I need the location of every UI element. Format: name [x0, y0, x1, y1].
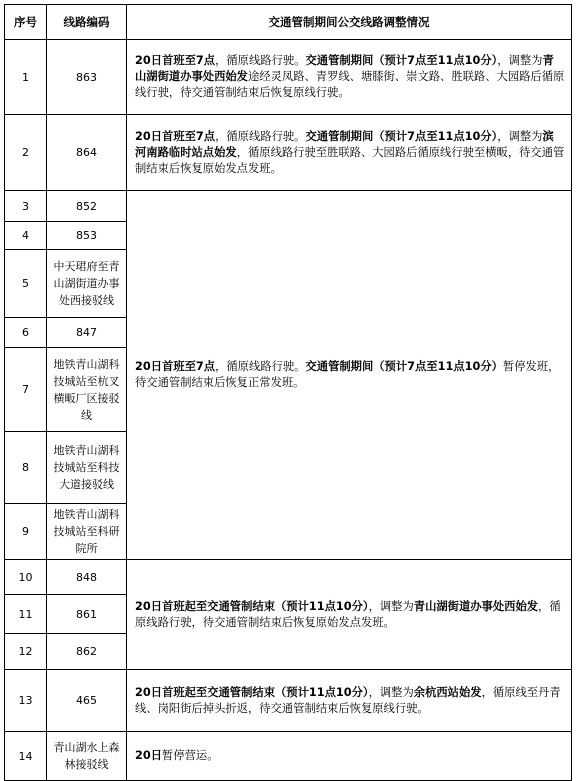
route-adjustment-table — [4, 4, 572, 781]
table-row — [5, 670, 572, 732]
row-index: 4 — [5, 222, 47, 250]
row-index: 14 — [5, 732, 47, 781]
row-route: 848 — [47, 560, 127, 595]
table-row — [5, 732, 572, 781]
row-index: 8 — [5, 432, 47, 504]
row-route: 地铁青山湖科技城站至杭叉横畈厂区接驳线 — [47, 348, 127, 432]
row-route: 864 — [47, 115, 127, 191]
row-index: 6 — [5, 318, 47, 348]
row-route: 中天珺府至青山湖街道办事处西接驳线 — [47, 250, 127, 318]
header-index: 序号 — [5, 5, 47, 40]
header-detail: 交通管制期间公交线路调整情况 — [127, 5, 572, 40]
row-index: 11 — [5, 595, 47, 634]
row-detail-merged: 20日首班起至交通管制结束（预计11点10分），调整为青山湖街道办事处西始发，循原线路行驶，待交通管制结束后恢复原始发点发班。 — [127, 560, 572, 670]
row-route: 465 — [47, 670, 127, 732]
row-detail: 20日首班至7点，循原线路行驶。交通管制期间（预计7点至11点10分），调整为滨河南路临时站点始发，循原线路行驶至胜联路、大园路后循原线行驶至横畈，待交通管制结束后恢复原始发点发班。 — [127, 115, 572, 191]
row-route: 青山湖水上森林接驳线 — [47, 732, 127, 781]
row-index: 3 — [5, 191, 47, 222]
row-route: 地铁青山湖科技城站至科研院所 — [47, 504, 127, 560]
row-route: 847 — [47, 318, 127, 348]
table-header-row — [5, 5, 572, 40]
table-row — [5, 560, 572, 595]
row-index: 12 — [5, 634, 47, 670]
row-index: 10 — [5, 560, 47, 595]
row-detail: 20日首班起至交通管制结束（预计11点10分），调整为余杭西站始发，循原线至丹青线、岗阳街后掉头折返，待交通管制结束后恢复原线行驶。 — [127, 670, 572, 732]
row-index: 9 — [5, 504, 47, 560]
row-route: 862 — [47, 634, 127, 670]
row-route: 853 — [47, 222, 127, 250]
row-index: 7 — [5, 348, 47, 432]
row-index: 2 — [5, 115, 47, 191]
row-detail: 20日首班至7点，循原线路行驶。交通管制期间（预计7点至11点10分），调整为青山湖街道办事处西始发途经灵凤路、青罗线、塘膝街、崇文路、胜联路、大园路后循原线行驶，待交通管制结束后恢复原线行驶。 — [127, 40, 572, 115]
row-index: 1 — [5, 40, 47, 115]
table-row — [5, 115, 572, 191]
row-route: 861 — [47, 595, 127, 634]
row-index: 5 — [5, 250, 47, 318]
row-route: 852 — [47, 191, 127, 222]
row-detail-merged: 20日首班至7点，循原线路行驶。交通管制期间（预计7点至11点10分）暂停发班，待交通管制结束后恢复正常发班。 — [127, 191, 572, 560]
table-row — [5, 191, 572, 222]
table-row — [5, 40, 572, 115]
header-route: 线路编码 — [47, 5, 127, 40]
row-index: 13 — [5, 670, 47, 732]
row-route: 863 — [47, 40, 127, 115]
row-route: 地铁青山湖科技城站至科技大道接驳线 — [47, 432, 127, 504]
row-detail: 20日暂停营运。 — [127, 732, 572, 781]
